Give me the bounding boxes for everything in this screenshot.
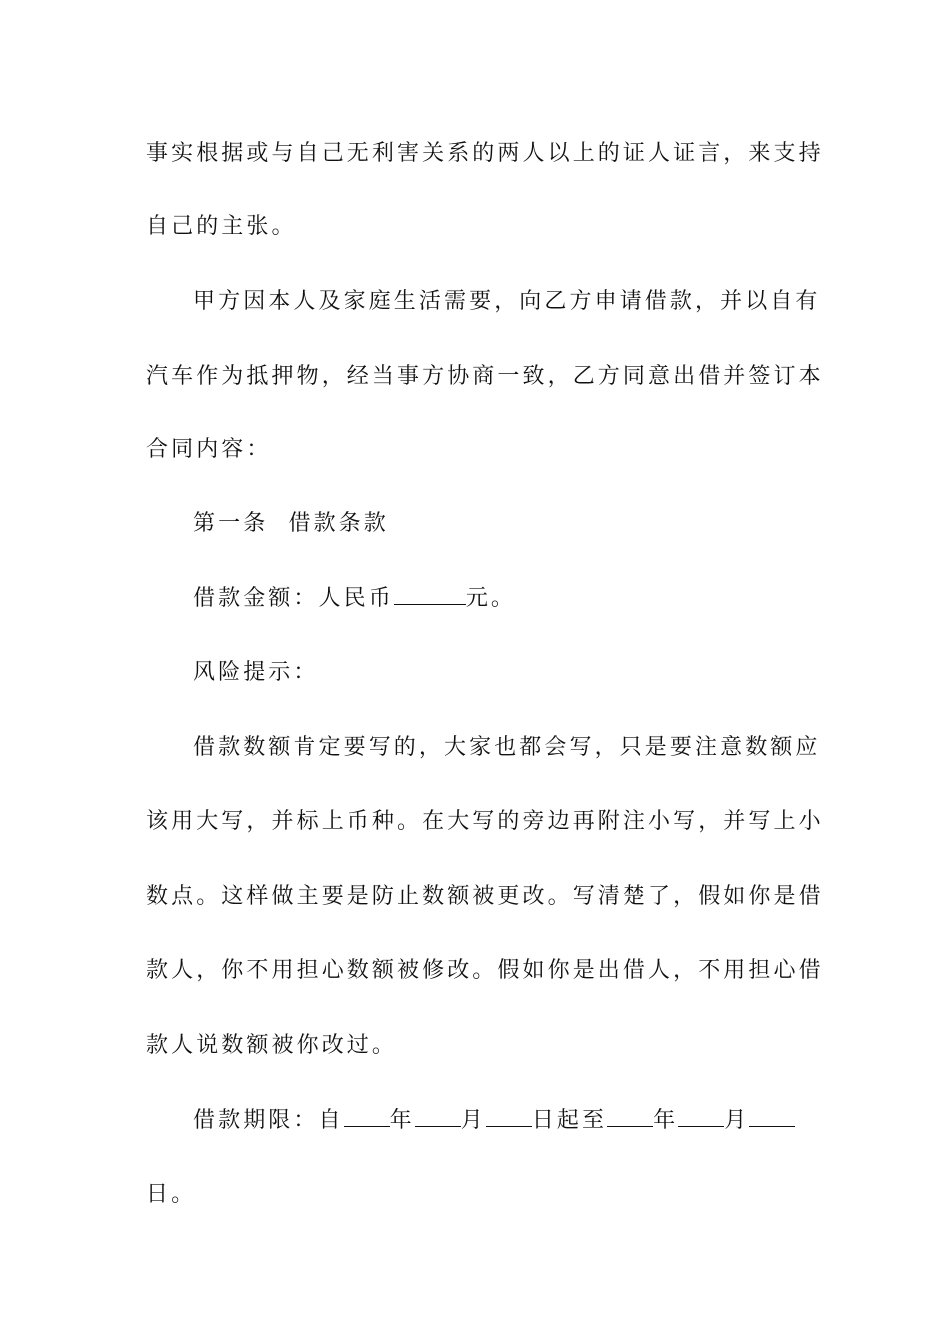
paragraph-line (146, 807, 824, 837)
text-segment: 款人，你不用担心数额被修改。假如你是出借人，不用担心借 (146, 958, 824, 983)
paragraph-line (146, 1180, 806, 1210)
paragraph-line (193, 287, 821, 317)
text-segment: 风险提示： (193, 660, 319, 685)
paragraph-line (146, 362, 824, 392)
date-blank (415, 1106, 461, 1127)
text-segment: 日起至 (531, 1108, 608, 1133)
text-segment: 年 (653, 1108, 679, 1133)
text-segment: 月 (724, 1108, 750, 1133)
paragraph-line (146, 1031, 806, 1061)
text-segment: 借款金额：人民币 (193, 586, 394, 611)
text-segment: 款人说数额被你改过。 (146, 1033, 398, 1058)
paragraph-line (193, 733, 821, 763)
text-segment: 年 (389, 1108, 415, 1133)
section-heading (193, 509, 806, 539)
paragraph-line (146, 956, 824, 986)
text-segment: 自己的主张。 (146, 214, 297, 239)
text-segment: 第一条 借款条款 (193, 511, 389, 536)
text-segment: 元。 (465, 586, 517, 611)
text-segment: 甲方因本人及家庭生活需要，向乙方申请借款，并以自有 (193, 289, 821, 314)
text-segment: 月 (460, 1108, 486, 1133)
text-segment: 借款期限：自 (193, 1108, 344, 1133)
paragraph-line (146, 212, 806, 242)
loan-amount-line (193, 584, 806, 614)
date-blank (749, 1106, 795, 1127)
text-segment: 合同内容： (146, 437, 272, 462)
text-segment: 数点。这样做主要是防止数额被更改。写清楚了，假如你是借 (146, 884, 824, 909)
loan-term-line (193, 1106, 806, 1136)
date-blank (344, 1106, 390, 1127)
date-blank (486, 1106, 532, 1127)
paragraph-line (146, 882, 824, 912)
paragraph-line (146, 139, 824, 169)
text-segment: 借款数额肯定要写的，大家也都会写，只是要注意数额应 (193, 735, 821, 760)
text-segment: 日。 (146, 1182, 197, 1207)
text-segment: 汽车作为抵押物，经当事方协商一致，乙方同意出借并签订本 (146, 364, 824, 389)
paragraph-line (193, 658, 806, 688)
paragraph-line (146, 435, 806, 465)
text-segment: 事实根据或与自己无利害关系的两人以上的证人证言，来支持 (146, 141, 824, 166)
amount-blank (394, 584, 466, 605)
date-blank (678, 1106, 724, 1127)
text-segment: 该用大写，并标上币种。在大写的旁边再附注小写，并写上小 (146, 809, 824, 834)
date-blank (607, 1106, 653, 1127)
